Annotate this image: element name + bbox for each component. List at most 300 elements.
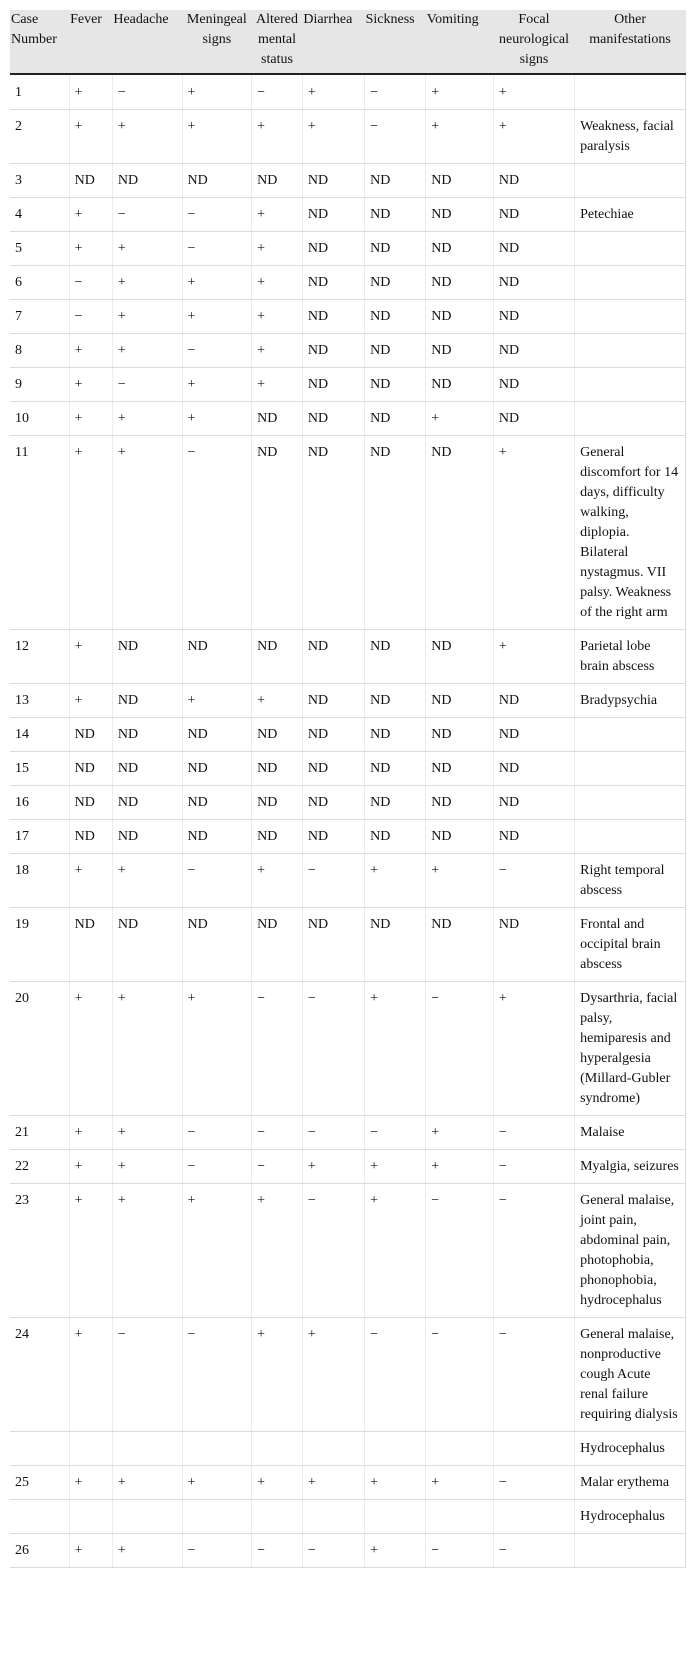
header-text: Meningeal [186, 12, 247, 27]
header-vomiting [426, 10, 494, 74]
cell-altered-mental-status: ND [252, 718, 303, 752]
table-row [10, 752, 686, 786]
cell-meningeal-signs: − [182, 198, 252, 232]
cell-case-number: 15 [10, 752, 69, 786]
cell-vomiting: ND [426, 718, 494, 752]
cell-diarrhea: + [302, 1466, 364, 1500]
cell-altered-mental-status: + [252, 198, 303, 232]
header-fever [69, 10, 112, 74]
cell-focal-neurological-signs: − [493, 1534, 574, 1568]
cell-sickness: ND [365, 684, 426, 718]
cell-sickness: ND [365, 752, 426, 786]
cell-diarrhea: ND [302, 402, 364, 436]
cell-altered-mental-status: ND [252, 908, 303, 982]
cell-sickness: − [365, 74, 426, 110]
header-text: signs [202, 32, 232, 47]
cell-headache: − [112, 368, 182, 402]
cell-sickness: ND [365, 266, 426, 300]
cell-fever: + [69, 436, 112, 630]
cell-fever: − [69, 266, 112, 300]
cell-fever: ND [69, 820, 112, 854]
cell-headache: + [112, 854, 182, 908]
table-row [10, 630, 686, 684]
cell-fever: + [69, 684, 112, 718]
cell-vomiting: + [426, 854, 494, 908]
cell-focal-neurological-signs: ND [493, 908, 574, 982]
cell-fever: + [69, 368, 112, 402]
cell-other-manifestations: Parietal lobe brain abscess [575, 630, 686, 684]
cell-vomiting: ND [426, 164, 494, 198]
cell-sickness: ND [365, 820, 426, 854]
cell-vomiting [426, 1432, 494, 1466]
cell-case-number: 19 [10, 908, 69, 982]
cell-meningeal-signs: ND [182, 752, 252, 786]
cell-vomiting: ND [426, 334, 494, 368]
cell-meningeal-signs: + [182, 266, 252, 300]
cell-fever: + [69, 198, 112, 232]
cell-fever: + [69, 1184, 112, 1318]
cell-other-manifestations [575, 300, 686, 334]
cell-altered-mental-status: − [252, 1150, 303, 1184]
table-row [10, 718, 686, 752]
header-text: Vomiting [426, 12, 479, 27]
cell-fever: − [69, 300, 112, 334]
cell-fever: ND [69, 164, 112, 198]
cell-vomiting: ND [426, 630, 494, 684]
cell-sickness: ND [365, 786, 426, 820]
cell-altered-mental-status: − [252, 74, 303, 110]
cell-case-number: 26 [10, 1534, 69, 1568]
cell-vomiting: + [426, 402, 494, 436]
table-row [10, 164, 686, 198]
cell-sickness: ND [365, 300, 426, 334]
cell-focal-neurological-signs: ND [493, 752, 574, 786]
cell-other-manifestations: Malaise [575, 1116, 686, 1150]
cell-meningeal-signs: ND [182, 908, 252, 982]
cell-fever: + [69, 1150, 112, 1184]
cell-vomiting: ND [426, 300, 494, 334]
cell-diarrhea: − [302, 854, 364, 908]
cell-meningeal-signs: + [182, 402, 252, 436]
cell-meningeal-signs [182, 1432, 252, 1466]
cell-headache: + [112, 1184, 182, 1318]
cell-altered-mental-status: ND [252, 402, 303, 436]
table-body [10, 74, 686, 1568]
table-row [10, 1534, 686, 1568]
cell-focal-neurological-signs: + [493, 110, 574, 164]
cell-vomiting: + [426, 1466, 494, 1500]
cell-meningeal-signs: + [182, 74, 252, 110]
cell-other-manifestations [575, 786, 686, 820]
cell-altered-mental-status: + [252, 232, 303, 266]
cell-altered-mental-status: ND [252, 630, 303, 684]
header-text: neurological [498, 32, 569, 47]
table-row [10, 266, 686, 300]
cell-altered-mental-status: + [252, 110, 303, 164]
cell-other-manifestations: Hydrocephalus [575, 1500, 686, 1534]
cell-headache: ND [112, 908, 182, 982]
header-text: signs [519, 52, 549, 67]
cell-focal-neurological-signs: + [493, 982, 574, 1116]
cell-altered-mental-status: + [252, 266, 303, 300]
cell-focal-neurological-signs: ND [493, 164, 574, 198]
header-altered-mental-status [252, 10, 303, 74]
cell-diarrhea [302, 1432, 364, 1466]
cell-focal-neurological-signs [493, 1432, 574, 1466]
table-row [10, 820, 686, 854]
cell-other-manifestations: Myalgia, seizures [575, 1150, 686, 1184]
cell-vomiting: − [426, 1534, 494, 1568]
cell-focal-neurological-signs: ND [493, 718, 574, 752]
cell-other-manifestations [575, 334, 686, 368]
table-row [10, 982, 686, 1116]
cell-altered-mental-status: ND [252, 786, 303, 820]
cell-diarrhea: + [302, 1318, 364, 1432]
cell-altered-mental-status [252, 1432, 303, 1466]
cell-other-manifestations: Dysarthria, facial palsy, hemiparesis and hyperalgesia (Millard-Gubler syndrome) [575, 982, 686, 1116]
cell-vomiting: ND [426, 908, 494, 982]
cell-case-number: 6 [10, 266, 69, 300]
cell-other-manifestations: Weakness, facial paralysis [575, 110, 686, 164]
cell-diarrhea: ND [302, 232, 364, 266]
cell-other-manifestations [575, 266, 686, 300]
cell-case-number: 20 [10, 982, 69, 1116]
cell-fever: + [69, 1466, 112, 1500]
cell-headache: ND [112, 820, 182, 854]
cell-other-manifestations [575, 74, 686, 110]
cell-fever: ND [69, 718, 112, 752]
cell-focal-neurological-signs: ND [493, 198, 574, 232]
cell-other-manifestations [575, 232, 686, 266]
table-row [10, 684, 686, 718]
cell-diarrhea: ND [302, 334, 364, 368]
header-case-number [10, 10, 69, 74]
cell-meningeal-signs: ND [182, 630, 252, 684]
header-text: Other [614, 12, 646, 27]
cell-fever [69, 1432, 112, 1466]
cell-meningeal-signs: + [182, 1466, 252, 1500]
cell-case-number: 1 [10, 74, 69, 110]
cell-altered-mental-status: − [252, 1534, 303, 1568]
cell-altered-mental-status: + [252, 1466, 303, 1500]
cell-vomiting: + [426, 1116, 494, 1150]
cell-other-manifestations: General malaise, joint pain, abdominal pain, photophobia, phonophobia, hydrocephalus [575, 1184, 686, 1318]
cell-focal-neurological-signs: ND [493, 232, 574, 266]
cell-fever: + [69, 982, 112, 1116]
table-row [10, 854, 686, 908]
header-text: Headache [113, 12, 169, 27]
cell-vomiting: ND [426, 266, 494, 300]
cell-headache: + [112, 1150, 182, 1184]
cell-headache: ND [112, 630, 182, 684]
table-row [10, 1116, 686, 1150]
cell-focal-neurological-signs: − [493, 1318, 574, 1432]
cell-vomiting: + [426, 110, 494, 164]
cell-vomiting: ND [426, 820, 494, 854]
cell-diarrhea: + [302, 74, 364, 110]
cell-sickness: ND [365, 630, 426, 684]
cell-sickness [365, 1500, 426, 1534]
cell-altered-mental-status: + [252, 300, 303, 334]
cell-diarrhea: ND [302, 164, 364, 198]
cell-other-manifestations [575, 368, 686, 402]
cell-sickness: + [365, 1466, 426, 1500]
header-row [10, 10, 686, 74]
cell-focal-neurological-signs: − [493, 1116, 574, 1150]
cell-vomiting: − [426, 982, 494, 1116]
cell-case-number: 13 [10, 684, 69, 718]
cell-focal-neurological-signs [493, 1500, 574, 1534]
cell-diarrhea: ND [302, 300, 364, 334]
cell-sickness: ND [365, 718, 426, 752]
cell-diarrhea: ND [302, 820, 364, 854]
cell-fever: + [69, 1116, 112, 1150]
cell-case-number: 7 [10, 300, 69, 334]
cell-fever: + [69, 334, 112, 368]
cell-case-number: 16 [10, 786, 69, 820]
cell-case-number: 25 [10, 1466, 69, 1500]
cell-sickness: − [365, 1318, 426, 1432]
cell-meningeal-signs: + [182, 1184, 252, 1318]
cell-other-manifestations: Hydrocephalus [575, 1432, 686, 1466]
cell-diarrhea: ND [302, 718, 364, 752]
cell-headache: − [112, 198, 182, 232]
cell-case-number: 4 [10, 198, 69, 232]
table-container [10, 10, 686, 1568]
cell-focal-neurological-signs: − [493, 1184, 574, 1318]
cell-meningeal-signs: ND [182, 786, 252, 820]
cell-sickness: ND [365, 436, 426, 630]
header-text: Focal [518, 12, 550, 27]
cell-sickness: ND [365, 334, 426, 368]
cell-fever: + [69, 630, 112, 684]
cell-diarrhea: ND [302, 198, 364, 232]
cell-altered-mental-status: − [252, 1116, 303, 1150]
cell-vomiting: − [426, 1318, 494, 1432]
cell-fever: + [69, 110, 112, 164]
cell-meningeal-signs: + [182, 982, 252, 1116]
cell-altered-mental-status: + [252, 1318, 303, 1432]
table-row [10, 198, 686, 232]
cell-case-number: 24 [10, 1318, 69, 1432]
cell-fever: + [69, 232, 112, 266]
cell-meningeal-signs: − [182, 436, 252, 630]
cell-diarrhea: − [302, 1116, 364, 1150]
cell-case-number: 10 [10, 402, 69, 436]
cell-headache: + [112, 1466, 182, 1500]
cell-vomiting: ND [426, 684, 494, 718]
cell-sickness: ND [365, 402, 426, 436]
header-text: status [261, 52, 293, 67]
cell-fever: ND [69, 786, 112, 820]
table-row [10, 1318, 686, 1432]
cell-diarrhea: − [302, 1184, 364, 1318]
cell-sickness: − [365, 1116, 426, 1150]
cell-case-number: 9 [10, 368, 69, 402]
cell-meningeal-signs: + [182, 300, 252, 334]
cell-headache: + [112, 436, 182, 630]
table-row [10, 368, 686, 402]
table-row [10, 232, 686, 266]
table-row [10, 334, 686, 368]
cell-meningeal-signs: + [182, 684, 252, 718]
cell-vomiting: ND [426, 368, 494, 402]
cell-altered-mental-status: ND [252, 820, 303, 854]
cell-other-manifestations: General discomfort for 14 days, difficulty walking, diplopia. Bilateral nystagmus. VII palsy. Weakness of the right arm [575, 436, 686, 630]
cell-meningeal-signs: ND [182, 718, 252, 752]
cell-vomiting: + [426, 74, 494, 110]
cell-case-number [10, 1500, 69, 1534]
cell-diarrhea: ND [302, 368, 364, 402]
cell-headache: − [112, 1318, 182, 1432]
cell-other-manifestations [575, 1534, 686, 1568]
cell-meningeal-signs: + [182, 368, 252, 402]
cell-focal-neurological-signs: + [493, 630, 574, 684]
cell-fever: + [69, 1318, 112, 1432]
cell-focal-neurological-signs: + [493, 74, 574, 110]
cell-altered-mental-status: ND [252, 436, 303, 630]
cell-headache: + [112, 1116, 182, 1150]
cell-meningeal-signs: − [182, 334, 252, 368]
cell-other-manifestations: Bradypsychia [575, 684, 686, 718]
cell-fever [69, 1500, 112, 1534]
cell-meningeal-signs: − [182, 1150, 252, 1184]
cell-altered-mental-status [252, 1500, 303, 1534]
cell-case-number: 11 [10, 436, 69, 630]
cell-headache: + [112, 982, 182, 1116]
cell-headache: − [112, 74, 182, 110]
cell-fever: + [69, 854, 112, 908]
cell-headache: + [112, 232, 182, 266]
cell-diarrhea: ND [302, 752, 364, 786]
cell-diarrhea: ND [302, 436, 364, 630]
cell-diarrhea: ND [302, 684, 364, 718]
cell-headache [112, 1500, 182, 1534]
cell-vomiting [426, 1500, 494, 1534]
cell-case-number: 12 [10, 630, 69, 684]
cell-diarrhea: + [302, 110, 364, 164]
table-row [10, 110, 686, 164]
cell-vomiting: ND [426, 436, 494, 630]
cell-fever: + [69, 1534, 112, 1568]
cell-diarrhea: − [302, 1534, 364, 1568]
header-text: Altered [256, 12, 298, 27]
cell-diarrhea [302, 1500, 364, 1534]
cell-case-number: 14 [10, 718, 69, 752]
clinical-manifestations-table [10, 10, 686, 1568]
cell-focal-neurological-signs: ND [493, 266, 574, 300]
cell-headache: + [112, 1534, 182, 1568]
cell-sickness: ND [365, 908, 426, 982]
table-row [10, 1150, 686, 1184]
cell-altered-mental-status: + [252, 684, 303, 718]
cell-fever: ND [69, 752, 112, 786]
cell-focal-neurological-signs: ND [493, 300, 574, 334]
cell-case-number: 2 [10, 110, 69, 164]
cell-focal-neurological-signs: − [493, 854, 574, 908]
cell-headache: + [112, 300, 182, 334]
cell-headache: + [112, 266, 182, 300]
cell-case-number: 22 [10, 1150, 69, 1184]
table-row [10, 1432, 686, 1466]
table-row [10, 74, 686, 110]
table-row [10, 436, 686, 630]
cell-case-number: 21 [10, 1116, 69, 1150]
cell-meningeal-signs: − [182, 1534, 252, 1568]
table-row [10, 786, 686, 820]
cell-fever: + [69, 402, 112, 436]
table-row [10, 300, 686, 334]
cell-meningeal-signs: − [182, 854, 252, 908]
cell-fever: ND [69, 908, 112, 982]
cell-sickness [365, 1432, 426, 1466]
header-sickness [365, 10, 426, 74]
cell-sickness: + [365, 1150, 426, 1184]
cell-fever: + [69, 74, 112, 110]
cell-focal-neurological-signs: ND [493, 684, 574, 718]
cell-headache: ND [112, 752, 182, 786]
cell-sickness: + [365, 982, 426, 1116]
table-header [10, 10, 686, 74]
cell-case-number: 3 [10, 164, 69, 198]
cell-diarrhea: ND [302, 786, 364, 820]
cell-focal-neurological-signs: − [493, 1466, 574, 1500]
cell-case-number: 8 [10, 334, 69, 368]
cell-altered-mental-status: − [252, 982, 303, 1116]
cell-headache: + [112, 334, 182, 368]
cell-other-manifestations [575, 820, 686, 854]
header-other-manifestations [575, 10, 686, 74]
cell-diarrhea: ND [302, 908, 364, 982]
cell-vomiting: + [426, 1150, 494, 1184]
cell-meningeal-signs: + [182, 110, 252, 164]
cell-meningeal-signs: ND [182, 820, 252, 854]
cell-diarrhea: ND [302, 630, 364, 684]
cell-case-number: 23 [10, 1184, 69, 1318]
cell-focal-neurological-signs: − [493, 1150, 574, 1184]
cell-sickness: + [365, 1184, 426, 1318]
cell-sickness: ND [365, 368, 426, 402]
table-row [10, 402, 686, 436]
cell-altered-mental-status: + [252, 368, 303, 402]
cell-focal-neurological-signs: + [493, 436, 574, 630]
cell-diarrhea: + [302, 1150, 364, 1184]
header-text: mental [257, 32, 297, 47]
header-headache [112, 10, 182, 74]
cell-focal-neurological-signs: ND [493, 334, 574, 368]
header-text: Diarrhea [303, 12, 353, 27]
cell-headache: ND [112, 718, 182, 752]
cell-case-number [10, 1432, 69, 1466]
header-text: Fever [70, 12, 102, 27]
cell-case-number: 5 [10, 232, 69, 266]
cell-sickness: ND [365, 232, 426, 266]
header-meningeal-signs [182, 10, 252, 74]
cell-case-number: 17 [10, 820, 69, 854]
cell-vomiting: ND [426, 786, 494, 820]
cell-headache: + [112, 402, 182, 436]
cell-focal-neurological-signs: ND [493, 820, 574, 854]
cell-headache: + [112, 110, 182, 164]
cell-focal-neurological-signs: ND [493, 368, 574, 402]
header-text: Number [11, 32, 57, 47]
cell-headache: ND [112, 786, 182, 820]
cell-sickness: + [365, 1534, 426, 1568]
table-row [10, 1466, 686, 1500]
cell-meningeal-signs [182, 1500, 252, 1534]
cell-sickness: + [365, 854, 426, 908]
cell-other-manifestations [575, 402, 686, 436]
